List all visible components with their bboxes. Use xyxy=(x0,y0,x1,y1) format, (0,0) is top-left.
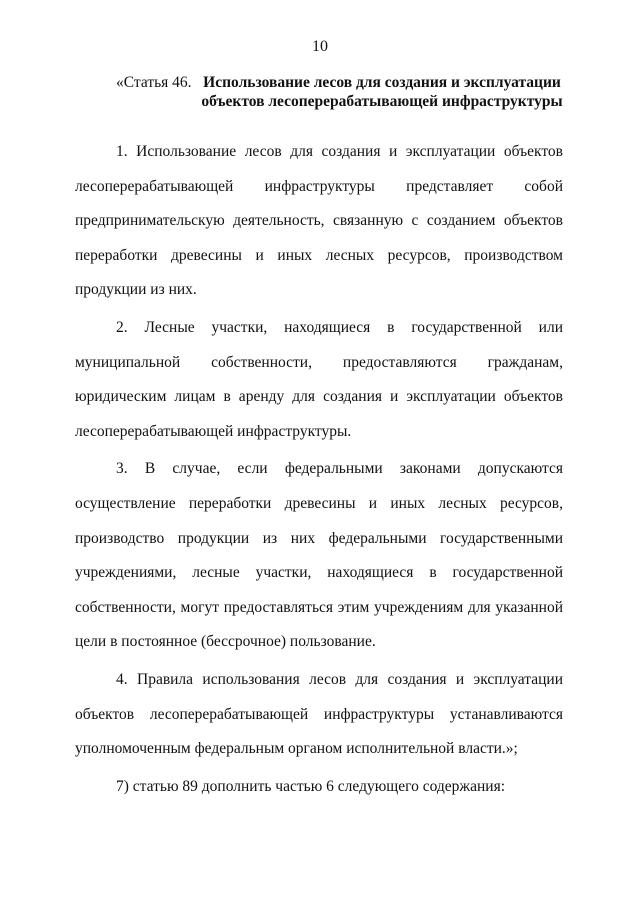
paragraph-2: 2. Лесные участки, находящиеся в государственной или муниципальной собственности, предоставляются гражданам, юридическим лицам в аренду для создания и эксплуатации объектов лесоперерабатывающей инфраструктуры. xyxy=(75,318,563,440)
paragraph-4: 4. Правила использования лесов для создания и эксплуатации объектов лесоперерабатывающей инфраструктуры устанавливаются уполномоченным федеральным органом исполнительной власти.»; xyxy=(75,670,563,758)
page-number: 10 xyxy=(312,38,328,55)
article-title: Использование лесов для создания и эксплуатации объектов лесоперерабатывающей инфраструктуры xyxy=(201,74,563,110)
article-heading xyxy=(75,73,563,111)
paragraph-3: 3. В случае, если федеральными законами допускаются осуществление переработки древесины и иных лесных ресурсов, производство продукции из них федеральными государственными учреждениями, лесные участки, находящиеся в государственной собственности, могут предоставляться этим учреждениям для указанной цели в постоянное (бессрочное) пользование. xyxy=(75,460,563,651)
amendment-item-7: 7) статью 89 дополнить частью 6 следующего содержания: xyxy=(116,777,506,795)
document-body xyxy=(75,73,563,804)
article-number: «Статья 46. xyxy=(116,74,192,91)
paragraph-1: 1. Использование лесов для создания и эксплуатации объектов лесоперерабатывающей инфраструктуры представляет собой предпринимательскую деятельность, связанную с созданием объектов переработки древесины и иных лесных ресурсов, производством продукции из них. xyxy=(75,143,563,299)
